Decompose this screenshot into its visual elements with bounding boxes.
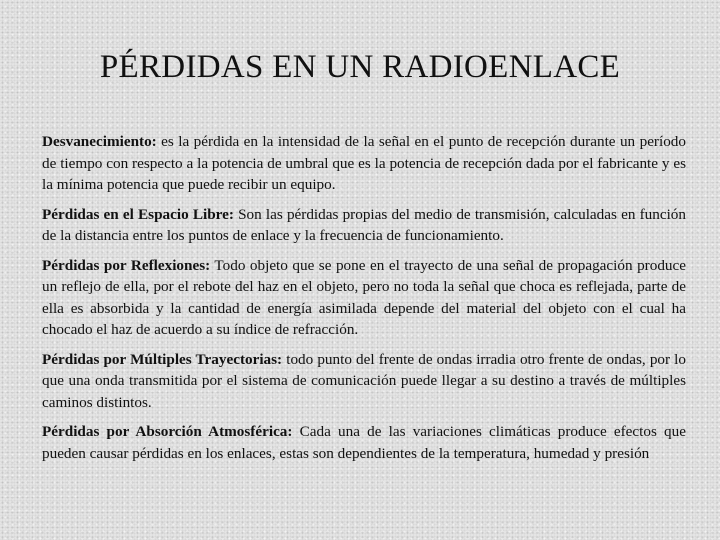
paragraph-reflexiones <box>42 255 686 341</box>
paragraph-text: Todo objeto que se pone en el trayecto de una señal de propagación produce un reflejo de ella, por el rebote del haz en el objeto, pero no toda la señal que choca es reflejada, parte de ella es absorbida y la cantidad de energía asimilada depende del material del objeto con el cual ha chocado el haz de acuerdo a su índice de refracción. <box>42 256 686 338</box>
paragraph-text: Son las pérdidas propias del medio de transmisión, calculadas en función de la distancia entre los puntos de enlace y la frecuencia de funcionamiento. <box>42 205 686 244</box>
paragraph-absorcion-atmosferica <box>42 421 686 464</box>
paragraph-desvanecimiento <box>42 131 686 196</box>
paragraph-text: es la pérdida en la intensidad de la señal en el punto de recepción durante un período de tiempo con respecto a la potencia de umbral que es la potencia de recepción dada por el fabricante y es la mínima potencia que puede recibir un equipo. <box>42 133 686 193</box>
term-label: Pérdidas por Absorción Atmosférica: <box>42 423 293 440</box>
slide-title: PÉRDIDAS EN UN RADIOENLACE <box>99 49 621 85</box>
term-label: Pérdidas por Múltiples Trayectorias: <box>42 350 283 368</box>
term-label: Desvanecimiento: <box>42 133 157 150</box>
paragraph-multiples-trayectorias <box>42 349 686 414</box>
paragraph-text: todo punto del frente de ondas irradia otro frente de ondas, por lo que una onda transmitida por el sistema de comunicación puede llegar a su destino a través de múltiples caminos distintos. <box>42 350 686 411</box>
term-label: Pérdidas en el Espacio Libre: <box>42 205 234 223</box>
slide-content <box>42 131 686 472</box>
paragraph-espacio-libre <box>42 204 686 247</box>
term-label: Pérdidas por Reflexiones: <box>42 256 211 274</box>
paragraph-text: Cada una de las variaciones climáticas produce efectos que pueden causar pérdidas en los enlaces, estas son dependientes de la temperatura, humedad y presión <box>42 423 686 462</box>
